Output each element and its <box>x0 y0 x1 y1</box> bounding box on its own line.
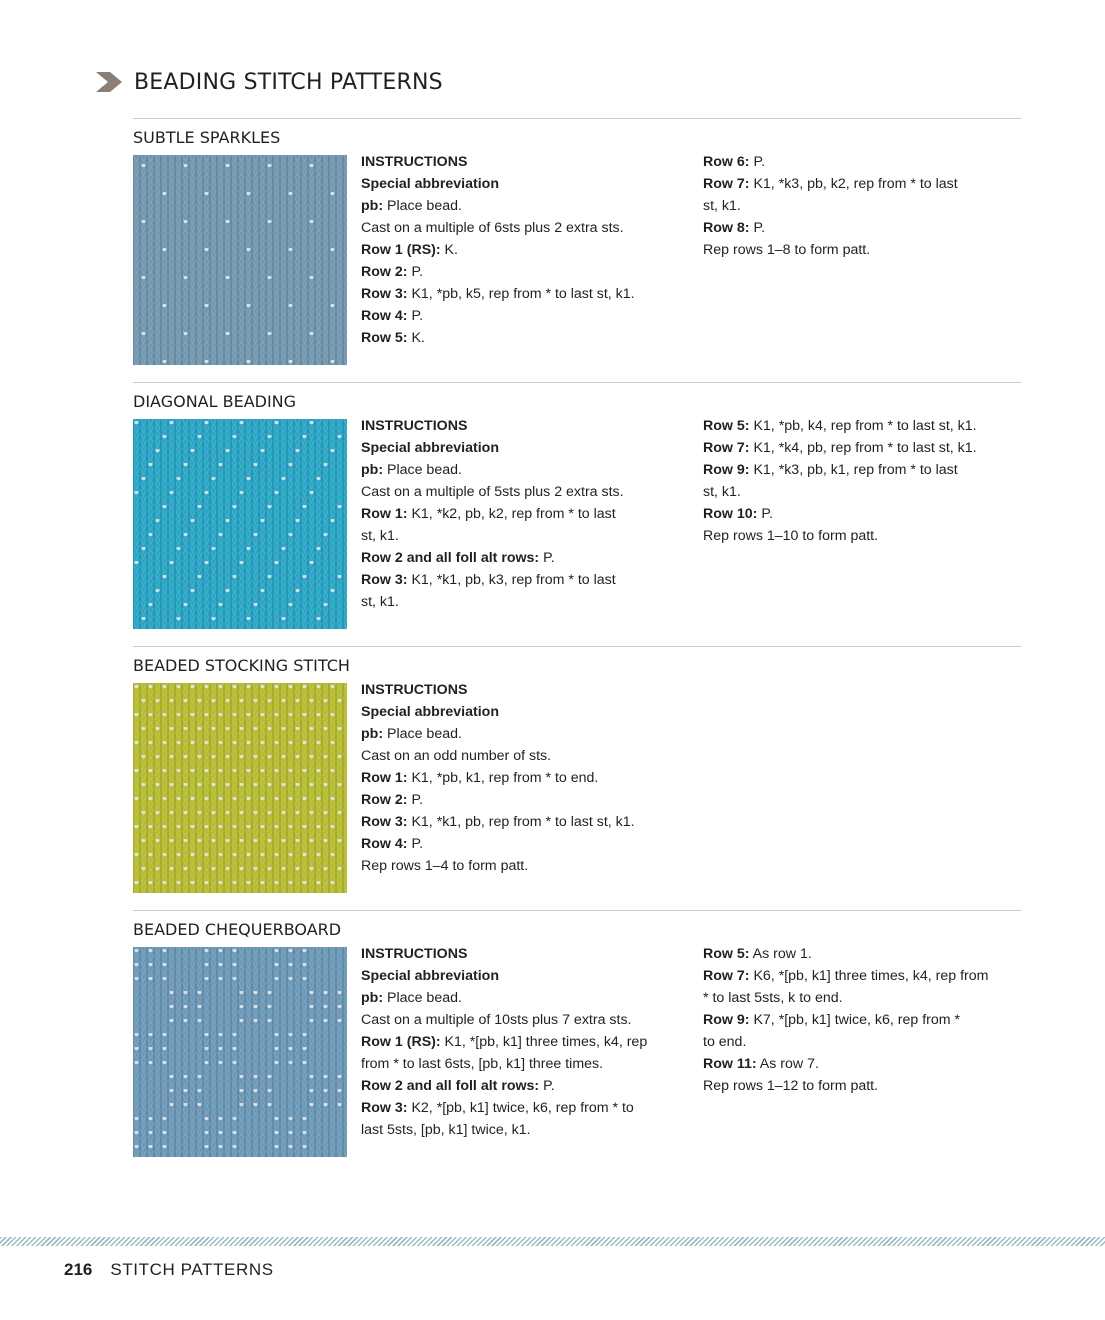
instructions-column-left <box>361 151 691 349</box>
instruction-label: Row 1 (RS): <box>361 242 441 258</box>
swatch-photo-diagonal-beading <box>133 419 347 629</box>
instruction-line <box>361 987 691 1009</box>
instruction-line <box>703 503 1021 525</box>
instruction-text: last 5sts, [pb, k1] twice, k1. <box>361 1122 531 1138</box>
instruction-line <box>361 811 691 833</box>
instructions-column-right <box>703 151 1021 261</box>
instruction-text: st, k1. <box>703 198 741 214</box>
instruction-line <box>361 789 691 811</box>
instruction-text: P. <box>407 792 424 808</box>
instruction-text: to end. <box>703 1034 747 1050</box>
section-title: DIAGONAL BEADING <box>133 392 297 411</box>
footer-stripe <box>0 1237 1105 1246</box>
instruction-label: Row 7: <box>703 440 750 456</box>
instruction-text: Cast on an odd number of sts. <box>361 748 552 764</box>
instruction-text: P. <box>749 154 766 170</box>
instruction-line <box>361 745 691 767</box>
instruction-label: Row 9: <box>703 462 750 478</box>
instructions-column-right <box>703 943 1021 1097</box>
instruction-line <box>361 327 691 349</box>
instruction-text: Cast on a multiple of 10sts plus 7 extra sts. <box>361 1012 632 1028</box>
instruction-label: pb: <box>361 990 384 1006</box>
instruction-line <box>703 239 1021 261</box>
instruction-line <box>703 459 1021 481</box>
instruction-line <box>361 173 691 195</box>
instruction-line <box>703 437 1021 459</box>
instruction-line <box>361 833 691 855</box>
instruction-text: K1, *pb, k1, rep from * to end. <box>407 770 599 786</box>
instruction-text: As row 1. <box>749 946 812 962</box>
instruction-label: Row 5: <box>703 418 750 434</box>
instruction-label: Row 2 and all foll alt rows: <box>361 550 540 566</box>
instruction-line <box>361 1009 691 1031</box>
swatch-photo-beaded-chequerboard <box>133 947 347 1157</box>
instruction-line <box>703 965 1021 987</box>
instruction-label: Row 3: <box>361 1100 408 1116</box>
instruction-label: Row 11: <box>703 1056 757 1072</box>
instruction-line <box>361 1119 691 1141</box>
instruction-text: P. <box>539 1078 555 1094</box>
swatch-photo-beaded-stocking-stitch <box>133 683 347 893</box>
instruction-text: K1, *pb, k5, rep from * to last st, k1. <box>407 286 635 302</box>
section-title: BEADED STOCKING STITCH <box>133 656 350 675</box>
instruction-text: K1, *k2, pb, k2, rep from * to last <box>407 506 616 522</box>
instruction-label: Row 7: <box>703 176 750 192</box>
instruction-text: Rep rows 1–8 to form patt. <box>703 242 871 258</box>
instruction-text: K1, *k3, pb, k1, rep from * to last <box>749 462 958 478</box>
instruction-text: Rep rows 1–12 to form patt. <box>703 1078 879 1094</box>
instruction-line <box>361 481 691 503</box>
swatch-photo-subtle-sparkles <box>133 155 347 365</box>
instruction-line <box>703 195 1021 217</box>
instruction-text: K6, *[pb, k1] three times, k4, rep from <box>749 968 989 984</box>
instruction-label: Row 5: <box>703 946 750 962</box>
instruction-line <box>703 987 1021 1009</box>
instruction-label: Row 2: <box>361 264 408 280</box>
instruction-line <box>361 1075 691 1097</box>
instruction-label: Special abbreviation <box>361 176 499 192</box>
instruction-label: Row 5: <box>361 330 408 346</box>
instruction-label: Special abbreviation <box>361 440 499 456</box>
instruction-label: Row 7: <box>703 968 750 984</box>
instruction-label: Special abbreviation <box>361 704 499 720</box>
instruction-line <box>703 1009 1021 1031</box>
instruction-line <box>703 173 1021 195</box>
instruction-line <box>361 437 691 459</box>
section-divider <box>133 910 1021 911</box>
instructions-column-left <box>361 415 691 613</box>
instruction-label: pb: <box>361 726 384 742</box>
footer-section-label: STITCH PATTERNS <box>110 1260 274 1279</box>
instruction-line <box>361 965 691 987</box>
instruction-text: Rep rows 1–10 to form patt. <box>703 528 879 544</box>
instruction-line <box>703 1075 1021 1097</box>
instruction-line <box>361 1053 691 1075</box>
instruction-text: Cast on a multiple of 5sts plus 2 extra sts. <box>361 484 624 500</box>
instruction-label: Row 8: <box>703 220 750 236</box>
instructions-column-left <box>361 679 691 877</box>
instruction-text: Rep rows 1–4 to form patt. <box>361 858 529 874</box>
instruction-line <box>361 151 691 173</box>
instruction-line <box>361 1031 691 1053</box>
instruction-label: Special abbreviation <box>361 968 499 984</box>
instruction-line <box>361 943 691 965</box>
instruction-text: st, k1. <box>703 484 741 500</box>
instruction-line <box>361 1097 691 1119</box>
instruction-line <box>361 723 691 745</box>
instruction-text: P. <box>757 506 773 522</box>
instruction-line <box>361 547 691 569</box>
instruction-label: Row 1 (RS): <box>361 1034 441 1050</box>
instruction-label: INSTRUCTIONS <box>361 946 468 962</box>
instruction-text: st, k1. <box>361 528 399 544</box>
instruction-line <box>703 1031 1021 1053</box>
instruction-text: K. <box>407 330 425 346</box>
instruction-label: INSTRUCTIONS <box>361 682 468 698</box>
instruction-line <box>703 415 1021 437</box>
instruction-line <box>703 481 1021 503</box>
instruction-text: P. <box>407 836 424 852</box>
instruction-line <box>361 305 691 327</box>
instruction-line <box>361 701 691 723</box>
instruction-label: Row 2 and all foll alt rows: <box>361 1078 540 1094</box>
instruction-label: INSTRUCTIONS <box>361 154 468 170</box>
instruction-text: K2, *[pb, k1] twice, k6, rep from * to <box>407 1100 634 1116</box>
instruction-line <box>361 459 691 481</box>
instruction-text: P. <box>539 550 555 566</box>
instruction-line <box>361 415 691 437</box>
instruction-text: K1, *k1, pb, k3, rep from * to last <box>407 572 616 588</box>
instruction-text: As row 7. <box>756 1056 819 1072</box>
page-number: 216 <box>64 1260 93 1279</box>
instruction-text: K1, *[pb, k1] three times, k4, rep <box>440 1034 648 1050</box>
instruction-line <box>703 1053 1021 1075</box>
instruction-line <box>361 239 691 261</box>
instruction-line <box>703 151 1021 173</box>
instruction-line <box>361 569 691 591</box>
instruction-label: Row 4: <box>361 836 408 852</box>
instruction-label: Row 2: <box>361 792 408 808</box>
instruction-line <box>361 503 691 525</box>
instruction-line <box>361 679 691 701</box>
instruction-text: K1, *k4, pb, rep from * to last st, k1. <box>749 440 977 456</box>
instruction-text: Place bead. <box>383 198 462 214</box>
instruction-text: P. <box>407 264 424 280</box>
section-divider <box>133 382 1021 383</box>
instruction-label: Row 6: <box>703 154 750 170</box>
instruction-label: Row 1: <box>361 506 408 522</box>
instruction-text: Place bead. <box>383 462 462 478</box>
section-divider <box>133 118 1021 119</box>
instruction-label: pb: <box>361 462 384 478</box>
page-header <box>96 64 443 100</box>
instruction-text: P. <box>407 308 424 324</box>
instruction-label: pb: <box>361 198 384 214</box>
instruction-text: from * to last 6sts, [pb, k1] three times. <box>361 1056 604 1072</box>
instruction-text: K1, *k1, pb, rep from * to last st, k1. <box>407 814 635 830</box>
instruction-text: * to last 5sts, k to end. <box>703 990 843 1006</box>
instruction-line <box>703 525 1021 547</box>
instruction-line <box>361 283 691 305</box>
instruction-line <box>361 855 691 877</box>
instruction-text: Place bead. <box>383 726 462 742</box>
instructions-column-left <box>361 943 691 1141</box>
instruction-line <box>703 943 1021 965</box>
section-title: SUBTLE SPARKLES <box>133 128 281 147</box>
instruction-text: Place bead. <box>383 990 462 1006</box>
page-title: BEADING STITCH PATTERNS <box>134 69 443 95</box>
instruction-label: Row 1: <box>361 770 408 786</box>
instruction-line <box>361 767 691 789</box>
page-footer <box>64 1260 274 1280</box>
instruction-text: K1, *pb, k4, rep from * to last st, k1. <box>749 418 977 434</box>
instruction-label: Row 4: <box>361 308 408 324</box>
instruction-text: st, k1. <box>361 594 399 610</box>
instruction-text: Cast on a multiple of 6sts plus 2 extra sts. <box>361 220 624 236</box>
section-title: BEADED CHEQUERBOARD <box>133 920 342 939</box>
instruction-label: Row 10: <box>703 506 758 522</box>
instruction-label: Row 3: <box>361 286 408 302</box>
instruction-label: INSTRUCTIONS <box>361 418 468 434</box>
instruction-line <box>361 525 691 547</box>
instruction-line <box>361 217 691 239</box>
instruction-label: Row 3: <box>361 572 408 588</box>
instruction-text: P. <box>749 220 766 236</box>
chevron-right-icon <box>96 72 122 92</box>
section-divider <box>133 646 1021 647</box>
instruction-line <box>703 217 1021 239</box>
instruction-label: Row 3: <box>361 814 408 830</box>
instruction-line <box>361 261 691 283</box>
instruction-text: K1, *k3, pb, k2, rep from * to last <box>749 176 958 192</box>
instruction-line <box>361 591 691 613</box>
instructions-column-right <box>703 415 1021 547</box>
instruction-line <box>361 195 691 217</box>
instruction-text: K7, *[pb, k1] twice, k6, rep from * <box>749 1012 961 1028</box>
instruction-label: Row 9: <box>703 1012 750 1028</box>
instruction-text: K. <box>440 242 458 258</box>
